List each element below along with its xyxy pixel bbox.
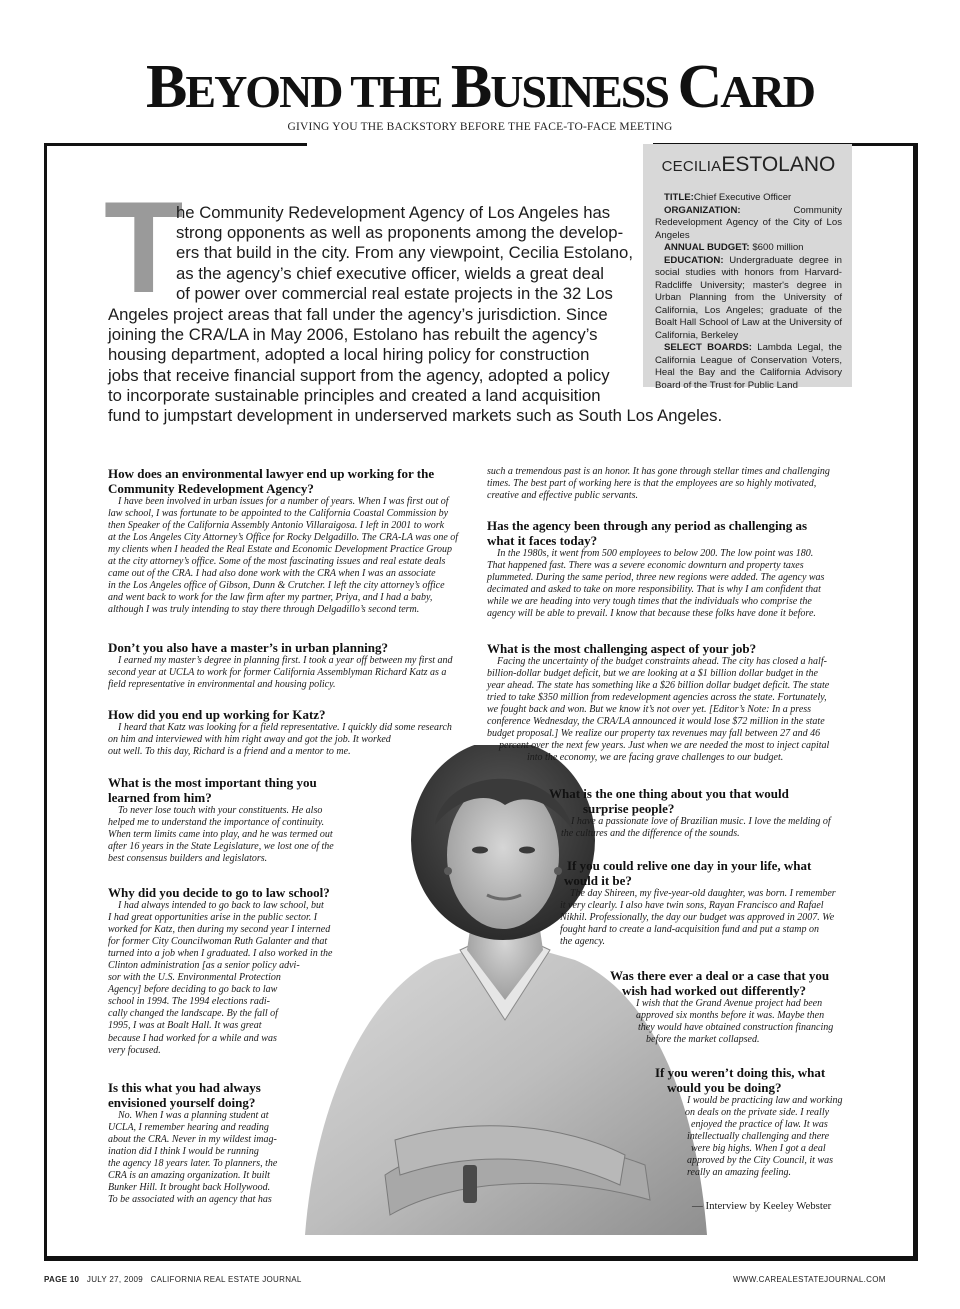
profile-edu-value: Undergraduate degree in social studies with honors from Harvard-Radcliffe University; master's degree in Urban Planning from the University of California, Los Angeles; graduate of the Boalt Hall School of Law at the University of California, Berkeley [655, 254, 842, 341]
answer: I have a passionate love of Brazilian music. I love the melding of the cultures and the difference of the sounds. [561, 816, 831, 840]
question: How does an environmental lawyer end up working for the Community Redevelopment Agency? [108, 466, 435, 496]
question: What is the most important thing you learned from him? [108, 775, 317, 805]
question: What is the most challenging aspect of your job? [487, 641, 757, 656]
profile-budget-value: $600 million [752, 242, 804, 253]
qa-block-1 [108, 466, 460, 616]
qa-block-9 [549, 786, 849, 840]
question: If you weren’t doing this, what would you be doing? [655, 1065, 826, 1095]
title-initial-b: B [146, 53, 186, 121]
answer: such a tremendous past is an honor. It has gone through stellar times and challenging times. The best part of working here is that the employees are so highly motivated, creative and effective public servants. [487, 466, 830, 502]
qa-block-11 [610, 968, 850, 1046]
title-initial-b2: B [450, 53, 491, 121]
masthead-tagline: GIVING YOU THE BACKSTORY BEFORE THE FACE-TO-FACE MEETING [287, 121, 673, 133]
qa-block-3 [108, 707, 470, 758]
answer: In the 1980s, it went from 500 employees to below 200. The low point was 180. That happened fast. There was a severe economic downturn and property taxes plummeted. During the same period, three new regions were added. The agency was decimated and asked to take on more responsibility. That is why I am confident that while we are heading into very tough times that the individuals who comprise the agency will be able to prevail. I know that because these folks have done it before. [487, 548, 825, 620]
profile-title-label: TITLE: [664, 192, 694, 203]
qa-block-7 [487, 518, 851, 620]
profile-budget [655, 242, 842, 255]
answer: I had always intended to go back to law school, but I had great opportunities arise in the public sector. I worked for Katz, then during my second year I interned for former City Councilwoman Ruth Galanter and that turned into a job when I graduated. I also worked in the Clinton administration [as a senior policy advi- sor with the U.S. Environmental Protection Agency] before deciding to go back to law school in 1994. The 1994 elections radi- cally changed the landscape. By the fall of 1995, I was at Boalt Hall. It was great because I had worked for a while and was very focused. [108, 900, 333, 1056]
profile-boards-value: Lambda Legal, the California League of Conservation Voters, Heal the Bay and the California Advisory Board of the Trust for Public Land [655, 342, 842, 391]
answer: I wish that the Grand Avenue project had been approved six months before it was. Maybe then they would have obtained construction financing before the market collapsed. [636, 998, 834, 1046]
profile-title-value: Chief Executive Officer [693, 192, 792, 203]
answer: To never lose touch with your constituents. He also helped me to understand the importance of continuity. When term limits came into play, and he was termed out after 16 years in the State Legislature, we lost one of the best consensus builders and legislators. [108, 805, 334, 865]
profile-budget-label: ANNUAL BUDGET: [664, 242, 750, 253]
intro-line: as the agency’s chief executive officer, wields a great deal [176, 264, 604, 283]
intro-line: of power over commercial real estate projects in the 32 Los [176, 284, 613, 303]
answer: I heard that Katz was looking for a field representative. I quickly did some research on him and interviewed with him right away and got the job. It worked out well. To this day, Richard is a friend and a mentor to me. [108, 722, 452, 758]
qa-block-6-continued [487, 466, 851, 502]
profile-edu-label: EDUCATION: [664, 254, 724, 266]
question: Don’t you also have a master’s in urban planning? [108, 640, 389, 655]
title-part-1: EYOND THE [185, 66, 451, 117]
answer: Facing the uncertainty of the budget constraints ahead. The city has closed a half- billion-dollar budget deficit, but we are looking at a $1 billion dollar budget in the year ahead. The state has something like a $26 billion dollar budget deficit. The state tried to take $350 million from redevelopment agencies across the state. Fortunately, we fought back and won. But we know it’s not over yet. [Editor’s Note: In a press conference Wednesday, the CRA/LA announced it would lose $72 million in the state budget proposal.] We realize our property tax revenues may fall between 27 and 46 percent over the next few years. Just when we are needed the most to inject capital into the economy, we are facing grave challenges to our budget. [487, 656, 830, 764]
question: If you could relive one day in your life, what would it be? [564, 858, 812, 888]
profile-org-value: Community Redevelopment Agency of the City of Los Angeles [655, 204, 842, 241]
profile-last-name: ESTOLANO [721, 153, 836, 176]
answer: No. When I was a planning student at UCLA, I remember hearing and reading about the CRA. Never in my wildest imag- ination did I think I would be running the agency 18 years later. To planners, the CRA is an amazing organization. It built Bunker Hill. It brought back Hollywood. To be associated with an agency that has [108, 1110, 278, 1206]
profile-organization [655, 205, 842, 243]
profile-title [655, 192, 842, 205]
intro-line: Angeles project areas that fall under the agency’s jurisdiction. Since [108, 305, 608, 324]
question: Was there ever a deal or a case that you wish had worked out differently? [610, 968, 830, 998]
masthead-title [0, 52, 960, 127]
answer: I earned my master’s degree in planning first. I took a year off between my first and second year at UCLA to work for former California Assemblyman Richard Katz as a field representative in environmental and housing policy. [108, 655, 453, 691]
question: Is this what you had always envisioned yourself doing? [108, 1080, 261, 1110]
question: What is the one thing about you that would surprise people? [549, 786, 789, 816]
qa-block-5 [108, 885, 348, 1057]
intro-line: ers that build in the city. From any viewpoint, Cecilia Estolano, [176, 243, 633, 262]
issue-date: JULY 27, 2009 [86, 1275, 143, 1284]
title-part-3: ARD [720, 66, 814, 117]
profile-boards-label: SELECT BOARDS: [664, 342, 752, 353]
title-initial-c: C [677, 53, 721, 121]
qa-block-6 [108, 1080, 293, 1206]
page-number: PAGE 10 [44, 1275, 80, 1284]
profile-org-label: ORGANIZATION: [664, 204, 741, 216]
question: Why did you decide to go to law school? [108, 885, 330, 900]
profile-education [655, 255, 842, 343]
intro-line: jobs that receive financial support from the agency, adopted a policy [108, 366, 610, 385]
intro-dropcap: T [104, 174, 184, 320]
profile-sidebar [643, 144, 852, 391]
publication-name: CALIFORNIA REAL ESTATE JOURNAL [150, 1275, 302, 1284]
qa-block-10 [560, 858, 852, 948]
qa-block-8 [487, 641, 851, 764]
qa-block-4 [108, 775, 353, 865]
profile-boards [655, 342, 842, 392]
footer-url: WWW.CAREALESTATEJOURNAL.COM [733, 1275, 886, 1284]
profile-name [655, 152, 842, 180]
intro-line: he Community Redevelopment Agency of Los Angeles has [176, 203, 611, 222]
answer: I would be practicing law and working on deals on the private side. I really enjoyed the practice of law. It was intellectually challenging and there were big highs. When I got a deal approved by the City Council, it was really an amazing feeling. [685, 1095, 843, 1179]
question: Has the agency been through any period as challenging as what it faces today? [487, 518, 808, 548]
intro-line: strong opponents as well as proponents among the develop- [176, 223, 624, 242]
qa-block-12 [655, 1065, 855, 1179]
answer: I have been involved in urban issues for a number of years. When I was first out of law school, I was fortunate to be appointed to the California Coastal Commission by then Speaker of the California Assembly Antonio Villaraigosa. I left in 2001 to work at the Los Angeles City Attorney’s Office for Rocky Delgadillo. The CRA-LA was one of my clients when I headed the Real Estate and Economic Development Practice Group at the city attorney’s office. Some of the most fascinating issues and real estate deals came out of the CRA. I had also done work with the CRA when I was an associate in the Los Angeles office of Gibson, Dunn & Crutcher. I left the city attorney’s office and went back to work for the law firm after my partner, Priya, and I had a baby, although I was truly intending to stay there through Delgadillo’s second term. [108, 496, 459, 616]
intro-line: joining the CRA/LA in May 2006, Estolano has rebuilt the agency’s [108, 325, 598, 344]
profile-first-name: CECILIA [661, 158, 722, 175]
question: How did you end up working for Katz? [108, 707, 326, 722]
footer-left [44, 1275, 302, 1284]
frame-top-left [44, 143, 307, 146]
intro-line: fund to jumpstart development in underserved markets such as South Los Angeles. [108, 406, 723, 425]
interview-credit: — Interview by Keeley Webster [692, 1200, 832, 1212]
qa-block-2 [108, 640, 470, 691]
intro-line: housing department, adopted a local hiring policy for construction [108, 345, 590, 364]
intro-line: to incorporate sustainable principles and created a land acquisition [108, 386, 601, 405]
answer: The day Shireen, my five-year-old daughter, was born. I remember it very clearly. I also have twin sons, Rayan Francisco and Rafael Nikhil. Professionally, the day our budget was approved in 2007. We fought hard to create a land-acquisition fund and put a stamp on the agency. [560, 888, 836, 948]
title-part-2: USINESS [490, 66, 678, 117]
